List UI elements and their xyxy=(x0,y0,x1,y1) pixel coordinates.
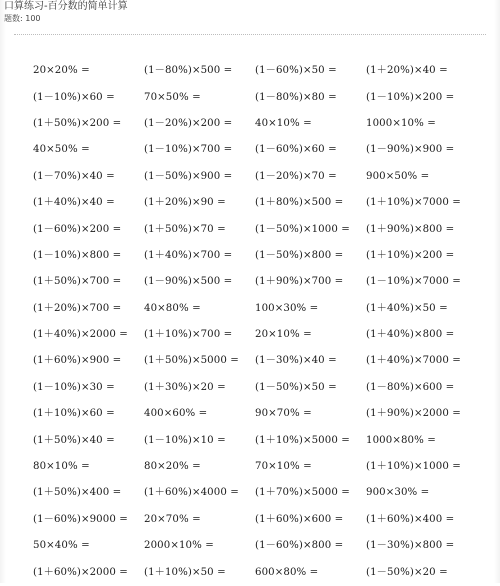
problem-item: (1－50%)×900 = xyxy=(144,170,233,182)
problem-item: 40×50% = xyxy=(33,144,90,156)
problem-item: (1－30%)×40 = xyxy=(255,355,337,367)
problem-item: 2000×10% = xyxy=(144,540,214,552)
problem-item: (1＋10%)×5000 = xyxy=(255,434,350,446)
problem-item: 20×20% = xyxy=(33,65,90,77)
problem-item: 1000×80% = xyxy=(366,434,436,446)
problem-item: (1＋60%)×900 = xyxy=(33,355,122,367)
problem-item: 1000×10% = xyxy=(366,117,436,129)
problem-item: (1－70%)×40 = xyxy=(33,170,115,182)
problem-item: (1＋70%)×5000 = xyxy=(255,487,350,499)
problem-item: (1＋50%)×700 = xyxy=(33,276,122,288)
problem-item: (1－20%)×200 = xyxy=(144,117,233,129)
problem-item: 900×50% = xyxy=(366,170,430,182)
problem-item: 70×50% = xyxy=(144,91,201,103)
problem-item: (1＋60%)×600 = xyxy=(255,513,344,525)
header-divider xyxy=(14,34,486,35)
problem-item: (1＋50%)×70 = xyxy=(144,223,226,235)
problem-item: (1＋60%)×4000 = xyxy=(144,487,239,499)
worksheet-title: 口算练习-百分数的简单计算 xyxy=(4,1,128,12)
problem-item: (1－80%)×500 = xyxy=(144,65,233,77)
problem-item: (1－80%)×80 = xyxy=(255,91,337,103)
problem-item: (1＋20%)×700 = xyxy=(33,302,122,314)
problem-item: (1＋50%)×400 = xyxy=(33,487,122,499)
problem-item: (1＋10%)×700 = xyxy=(144,329,233,341)
problem-item: (1－10%)×60 = xyxy=(33,91,115,103)
problem-item: 400×60% = xyxy=(144,408,208,420)
problem-item: (1＋80%)×500 = xyxy=(255,197,344,209)
problem-item: 80×10% = xyxy=(33,461,90,473)
problem-item: (1＋40%)×50 = xyxy=(366,302,448,314)
problem-item: 80×20% = xyxy=(144,461,201,473)
problem-item: (1－50%)×20 = xyxy=(366,566,448,578)
problem-item: (1＋10%)×60 = xyxy=(33,408,115,420)
problem-item: 40×10% = xyxy=(255,117,312,129)
problem-item: (1－10%)×7000 = xyxy=(366,276,461,288)
problem-item: (1－60%)×200 = xyxy=(33,223,122,235)
problem-item: 600×80% = xyxy=(255,566,319,578)
problem-count: 题数: 100 xyxy=(4,14,41,23)
problem-item: (1＋50%)×40 = xyxy=(33,434,115,446)
problem-item: (1－10%)×200 = xyxy=(366,91,455,103)
problem-item: (1＋40%)×800 = xyxy=(366,329,455,341)
problem-item: 40×80% = xyxy=(144,302,201,314)
problem-item: (1－10%)×30 = xyxy=(33,381,115,393)
problem-item: (1＋30%)×20 = xyxy=(144,381,226,393)
worksheet-header xyxy=(4,0,464,25)
problem-item: (1＋20%)×90 = xyxy=(144,197,226,209)
problem-item: (1＋60%)×400 = xyxy=(366,513,455,525)
problem-item: (1－10%)×10 = xyxy=(144,434,226,446)
problem-item: (1－10%)×700 = xyxy=(144,144,233,156)
problem-item: (1＋90%)×700 = xyxy=(255,276,344,288)
problem-item: (1－10%)×800 = xyxy=(33,249,122,261)
problem-item: (1－90%)×500 = xyxy=(144,276,233,288)
problem-item: 900×30% = xyxy=(366,487,430,499)
problem-item: (1－50%)×800 = xyxy=(255,249,344,261)
problem-item: (1－60%)×800 = xyxy=(255,540,344,552)
problem-item: (1＋10%)×1000 = xyxy=(366,461,461,473)
problem-item: (1＋10%)×200 = xyxy=(366,249,455,261)
problem-item: (1－60%)×60 = xyxy=(255,144,337,156)
problem-item: 70×10% = xyxy=(255,461,312,473)
problem-item: (1＋20%)×40 = xyxy=(366,65,448,77)
problem-item: 20×70% = xyxy=(144,513,201,525)
problem-item: 20×10% = xyxy=(255,329,312,341)
problem-grid xyxy=(33,58,493,586)
problem-item: (1＋40%)×2000 = xyxy=(33,329,128,341)
problem-item: (1－80%)×600 = xyxy=(366,381,455,393)
problem-item: (1＋40%)×7000 = xyxy=(366,355,461,367)
problem-item: 100×30% = xyxy=(255,302,319,314)
problem-item: 50×40% = xyxy=(33,540,90,552)
problem-item: (1＋40%)×40 = xyxy=(33,197,115,209)
problem-item: (1－50%)×50 = xyxy=(255,381,337,393)
problem-item: (1＋90%)×800 = xyxy=(366,223,455,235)
problem-item: (1＋50%)×200 = xyxy=(33,117,122,129)
problem-item: (1－30%)×800 = xyxy=(366,540,455,552)
problem-item: (1＋90%)×2000 = xyxy=(366,408,461,420)
problem-item: (1＋40%)×700 = xyxy=(144,249,233,261)
problem-item: (1－20%)×70 = xyxy=(255,170,337,182)
problem-item: (1－50%)×1000 = xyxy=(255,223,350,235)
problem-item: (1＋50%)×5000 = xyxy=(144,355,239,367)
problem-item: (1＋60%)×2000 = xyxy=(33,566,128,578)
problem-item: (1－90%)×900 = xyxy=(366,144,455,156)
problem-item: (1＋10%)×7000 = xyxy=(366,197,461,209)
problem-item: 90×70% = xyxy=(255,408,312,420)
problem-item: (1－60%)×50 = xyxy=(255,65,337,77)
problem-item: (1＋10%)×50 = xyxy=(144,566,226,578)
problem-item: (1－60%)×9000 = xyxy=(33,513,128,525)
